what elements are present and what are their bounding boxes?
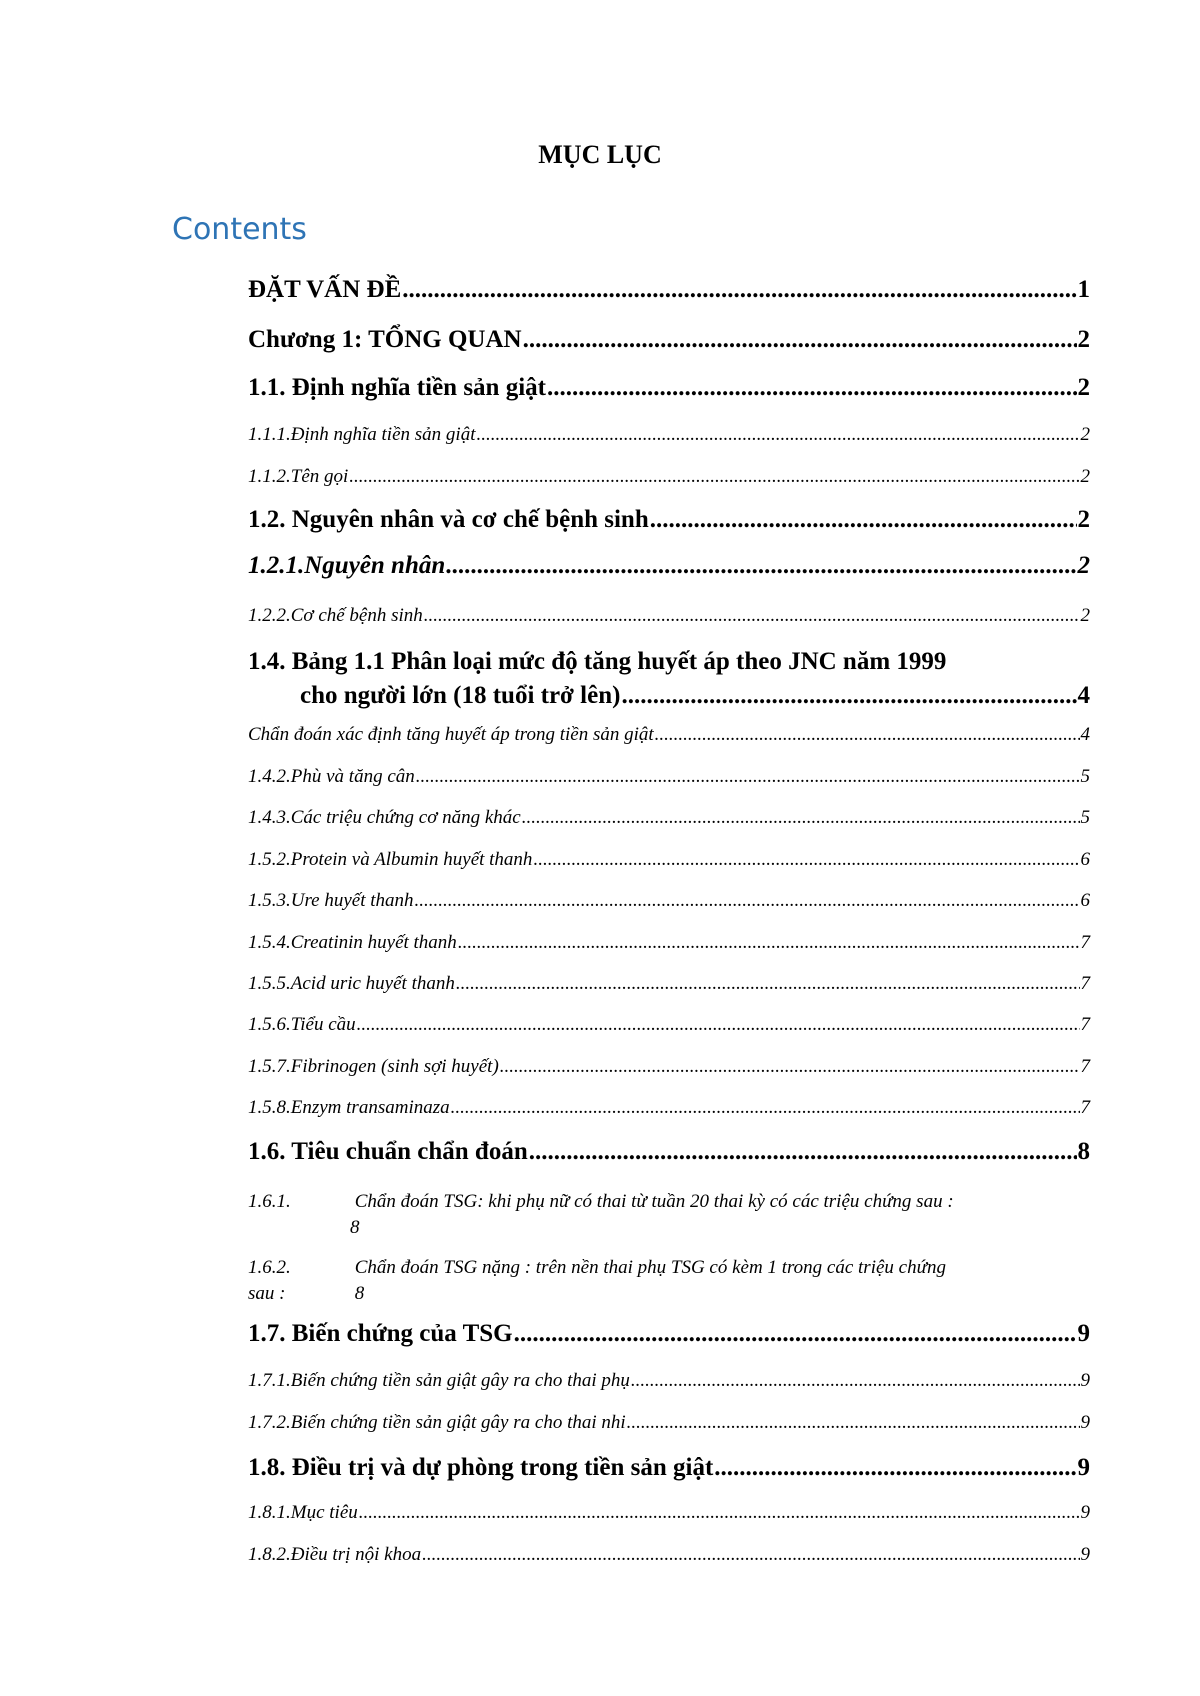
toc-entry[interactable]	[248, 466, 1090, 488]
contents-heading: Contents	[172, 212, 307, 247]
toc-entry-title: 1.2. Nguyên nhân và cơ chế bệnh sinh	[248, 506, 649, 533]
toc-leader	[650, 506, 1077, 534]
toc-entry[interactable]	[248, 724, 1090, 746]
toc-leader	[359, 1502, 1080, 1524]
toc-leader	[458, 932, 1080, 954]
toc-page-number: 7	[1080, 1014, 1090, 1035]
toc-entry-number: 1.2.2.	[248, 605, 291, 626]
toc-entry[interactable]	[248, 1189, 1090, 1241]
toc-entry-number: 1.5.8.	[248, 1097, 291, 1118]
toc-entry-number: 1.5.6.	[248, 1014, 291, 1035]
toc-leader	[533, 849, 1079, 871]
toc-entry-number: 1.6.1.	[248, 1191, 291, 1212]
toc-entry[interactable]	[248, 326, 1090, 354]
toc-entry-title: Chẩn đoán TSG nặng : trên nền thai phụ TSG có kèm 1 trong các triệu chứng	[354, 1257, 946, 1278]
toc-page-number: 9	[1080, 1370, 1090, 1391]
toc-entry-title: Fibrinogen (sinh sợi huyết)	[290, 1056, 499, 1077]
toc-entry-title: 1.7. Biến chứng của TSG	[248, 1320, 513, 1347]
toc-page-number: 8	[1077, 1138, 1090, 1165]
toc-entry-number: 1.5.4.	[248, 932, 291, 953]
toc-entry[interactable]	[248, 645, 1090, 713]
toc-entry[interactable]	[248, 807, 1090, 829]
toc-page-number: 8	[350, 1217, 360, 1238]
toc-entry-number: 1.4.2.	[248, 766, 291, 787]
toc-entry-title: Acid uric huyết thanh	[290, 973, 455, 994]
toc-entry[interactable]	[248, 973, 1090, 995]
toc-leader	[514, 1320, 1077, 1348]
toc-leader	[655, 724, 1080, 746]
toc-entry-title-continued: sau :	[248, 1283, 286, 1304]
toc-entry[interactable]	[248, 1138, 1090, 1166]
toc-entry-title: Chương 1: TỔNG QUAN	[248, 326, 522, 353]
toc-leader	[476, 424, 1079, 446]
toc-leader	[349, 466, 1079, 488]
toc-entry-title: Ure huyết thanh	[290, 890, 414, 911]
toc-page-number: 2	[1077, 552, 1090, 579]
toc-entry-title: Tên gọi	[290, 466, 349, 487]
toc-entry[interactable]	[248, 552, 1090, 580]
toc-entry[interactable]	[248, 1056, 1090, 1078]
toc-leader	[631, 1370, 1080, 1392]
toc-page-number: 2	[1077, 374, 1090, 401]
toc-entry-title: Định nghĩa tiền sản giật	[290, 424, 476, 445]
toc-entry[interactable]	[248, 849, 1090, 871]
toc-entry-title-continued: cho người lớn (18 tuổi trở lên)	[300, 682, 621, 709]
toc-entry-title: Điều trị nội khoa	[290, 1544, 422, 1565]
toc-leader	[500, 1056, 1080, 1078]
toc-leader	[627, 1412, 1080, 1434]
toc-entry-title: Enzym transaminaza	[290, 1097, 450, 1118]
toc-entry-number: 1.6.2.	[248, 1257, 291, 1278]
toc-entry[interactable]	[248, 766, 1090, 788]
toc-entry-title: ĐẶT VẤN ĐỀ	[248, 276, 402, 303]
toc-page-number: 7	[1080, 1097, 1090, 1118]
toc-entry[interactable]	[248, 506, 1090, 534]
toc-entry-title: 1.8. Điều trị và dự phòng trong tiền sản giật	[248, 1454, 714, 1481]
toc-leader	[456, 973, 1080, 995]
toc-leader	[424, 605, 1080, 627]
toc-entry-title: Biến chứng tiền sản giật gây ra cho thai nhi	[290, 1412, 626, 1433]
toc-leader	[422, 1544, 1079, 1566]
toc-leader	[529, 1138, 1077, 1166]
toc-entry-number: 1.8.1.	[248, 1502, 291, 1523]
toc-entry[interactable]	[248, 1320, 1090, 1348]
toc-entry-title: Cơ chế bệnh sinh	[290, 605, 423, 626]
toc-leader	[416, 766, 1080, 788]
toc-entry-number: 1.2.1.	[248, 552, 305, 579]
toc-page-number: 7	[1080, 932, 1090, 953]
toc-page-number: 2	[1080, 466, 1090, 487]
toc-leader	[522, 807, 1080, 829]
toc-entry-number: 1.5.3.	[248, 890, 291, 911]
toc-page-number: 6	[1080, 849, 1090, 870]
toc-page-number: 9	[1080, 1544, 1090, 1565]
toc-entry[interactable]	[248, 1370, 1090, 1392]
toc-entry[interactable]	[248, 1454, 1090, 1482]
toc-entry[interactable]	[248, 1255, 1090, 1307]
toc-entry-number: 1.5.7.	[248, 1056, 291, 1077]
toc-leader	[621, 679, 1076, 713]
toc-entry-title: Tiểu cầu	[290, 1014, 356, 1035]
toc-page-number: 7	[1080, 973, 1090, 994]
toc-page-number: 9	[1077, 1454, 1090, 1481]
toc-entry-title: Chẩn đoán xác định tăng huyết áp trong tiền sản giật	[248, 724, 654, 745]
toc-entry-number: 1.7.2.	[248, 1412, 291, 1433]
toc-page-number: 4	[1080, 724, 1090, 745]
toc-page-number: 5	[1080, 807, 1090, 828]
toc-page-number: 4	[1077, 682, 1090, 709]
toc-entry-title: Mục tiêu	[290, 1502, 358, 1523]
toc-leader	[402, 276, 1076, 304]
toc-page-number: 7	[1080, 1056, 1090, 1077]
toc-entry[interactable]	[248, 424, 1090, 446]
page-title: MỤC LỤC	[538, 140, 662, 169]
toc-leader	[451, 1097, 1080, 1119]
toc-entry-number: 1.5.5.	[248, 973, 291, 994]
toc-page-number: 9	[1080, 1412, 1090, 1433]
toc-page-number: 2	[1080, 605, 1090, 626]
toc-page-number: 2	[1077, 326, 1090, 353]
toc-entry-title: Nguyên nhân	[304, 552, 446, 579]
toc-entry[interactable]	[248, 276, 1090, 304]
toc-leader	[523, 326, 1077, 354]
toc-entry-title: Creatinin huyết thanh	[290, 932, 457, 953]
toc-page-number: 5	[1080, 766, 1090, 787]
toc-leader	[357, 1014, 1080, 1036]
toc-entry-number: 1.8.2.	[248, 1544, 291, 1565]
toc-entry-title: Các triệu chứng cơ năng khác	[290, 807, 521, 828]
toc-entry-number: 1.1.1.	[248, 424, 291, 445]
toc-page-number: 9	[1080, 1502, 1090, 1523]
toc-entry-title: Biến chứng tiền sản giật gây ra cho thai phụ	[290, 1370, 630, 1391]
toc-entry-title: 1.1. Định nghĩa tiền sản giật	[248, 374, 546, 401]
toc-page-number: 9	[1077, 1320, 1090, 1347]
toc-entry[interactable]	[248, 1097, 1090, 1119]
toc-entry-number: 1.1.2.	[248, 466, 291, 487]
toc-entry-number: 1.5.2.	[248, 849, 291, 870]
toc-page-number: 1	[1077, 276, 1090, 303]
toc-entry[interactable]	[248, 1014, 1090, 1036]
toc-entry[interactable]	[248, 374, 1090, 402]
toc-entry-number: 1.4.3.	[248, 807, 291, 828]
toc-entry[interactable]	[248, 1502, 1090, 1524]
toc-page-number: 2	[1080, 424, 1090, 445]
toc-entry[interactable]	[248, 1412, 1090, 1434]
toc-entry-title: Chẩn đoán TSG: khi phụ nữ có thai từ tuần 20 thai kỳ có các triệu chứng sau :	[354, 1191, 954, 1212]
toc-entry[interactable]	[248, 605, 1090, 627]
toc-leader	[446, 552, 1076, 580]
toc-entry-title: Phù và tăng cân	[290, 766, 415, 787]
toc-leader	[415, 890, 1080, 912]
toc-page-number: 6	[1080, 890, 1090, 911]
toc-entry-number: 1.7.1.	[248, 1370, 291, 1391]
toc-entry-title: 1.4. Bảng 1.1 Phân loại mức độ tăng huyết áp theo JNC năm 1999	[248, 648, 947, 675]
toc-entry-title: Protein và Albumin huyết thanh	[290, 849, 533, 870]
toc-page-number: 8	[354, 1283, 365, 1304]
toc-entry-title: 1.6. Tiêu chuẩn chẩn đoán	[248, 1138, 528, 1165]
toc-entry[interactable]	[248, 1544, 1090, 1566]
toc-entry[interactable]	[248, 890, 1090, 912]
toc-page-number: 2	[1077, 506, 1090, 533]
toc-entry[interactable]	[248, 932, 1090, 954]
toc-leader	[714, 1454, 1076, 1482]
toc-leader	[547, 374, 1077, 402]
